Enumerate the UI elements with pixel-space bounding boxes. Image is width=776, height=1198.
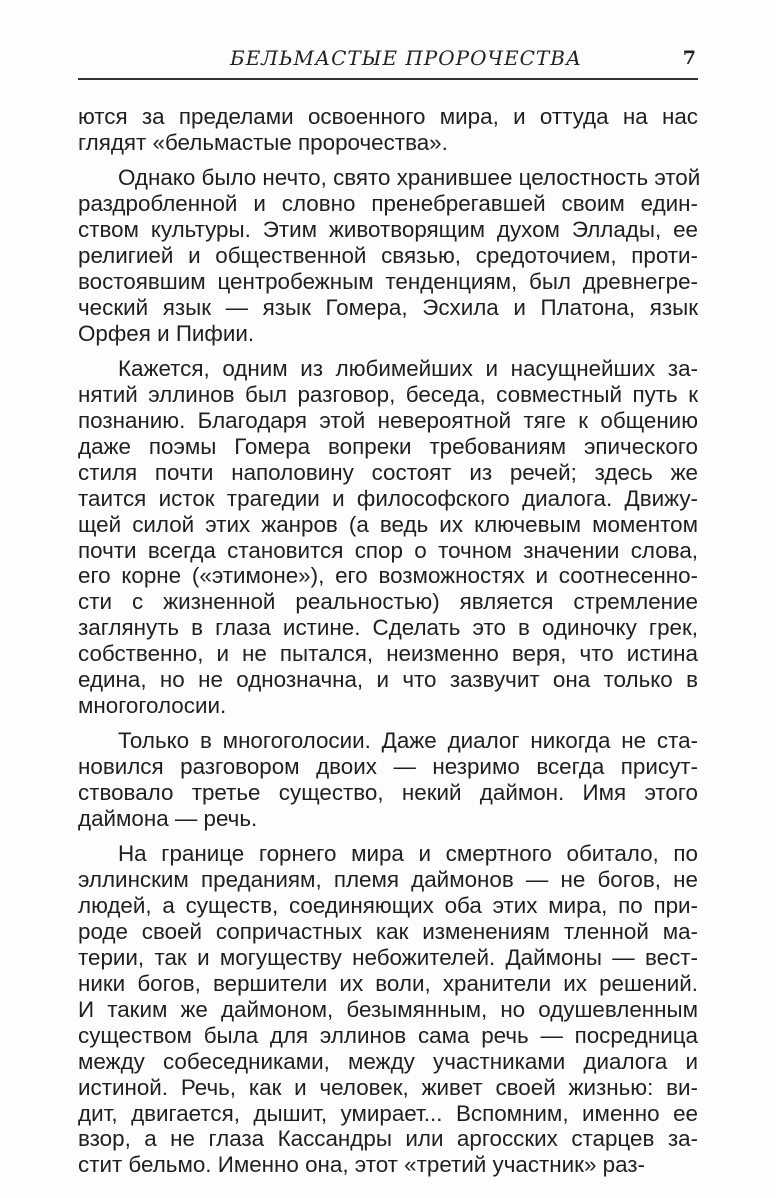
paragraph [78,356,698,719]
text-line: ются за пределами освоенного мира, и оттуда на нас [78,104,698,129]
text-line: эллинским преданиям, племя даймонов — не богов, не [78,867,698,893]
text-line: едина, но не однозначна, и что зазвучит она только в [78,667,698,693]
text-line: ческий язык — язык Гомера, Эсхила и Платона, язык [78,294,698,320]
text-line: почти всегда становится спор о точном значении слова, [78,537,698,563]
text-line: ствовало третье существо, некий даймон. Имя этого [78,780,698,806]
text-line: нятий эллинов был разговор, беседа, совместный путь к [78,382,698,408]
text-line: собственно, и не пытался, неизменно веря, что истина [78,641,698,667]
text-line: глядят «бельмастые пророчества». [78,129,448,155]
text-line: ством культуры. Этим животворящим духом Эллады, ее [78,217,698,243]
text-line: Только в многоголосии. Даже диалог никогда не ста- [118,728,698,754]
text-line: ники богов, вершители их воли, хранители их решений. [78,971,698,996]
text-line: востоявшим центробежным тенденциям, был древнегре- [78,268,698,294]
text-line: На границе горнего мира и смертного обитало, по [118,841,698,867]
text-line: его корне («этимоне»), его возможностях и соотнесенно- [78,563,698,589]
text-line: Однако было нечто, свято хранившее целостность этой [118,165,701,191]
text-line: стит бельмо. Именно она, этот «третий участник» раз- [78,1152,646,1178]
text-line: религией и общественной связью, средоточием, проти- [78,243,698,269]
text-line: даже поэмы Гомера вопреки требованиям эпического [78,433,698,459]
text-line: даймона — речь. [78,806,258,832]
text-line: щей силой этих жанров (а ведь их ключевым моментом [78,511,698,537]
paragraph [78,165,701,346]
running-title: БЕЛЬМАСТЫЕ ПРОРОЧЕСТВА [230,46,583,70]
running-header [78,44,698,74]
text-line: новился разговором двоих — незримо всегда присут- [78,754,698,780]
text-line: многоголосии. [78,692,227,718]
text-line: существом была для эллинов сама речь — посредница [78,1022,698,1048]
text-line: И таким же даймоном, безымянным, но одушевленным [78,996,698,1022]
text-line: таится исток трагедии и философского диалога. Движу- [78,485,698,511]
text-line: между собеседниками, между участниками диалога и [78,1048,698,1074]
text-line: людей, а существ, соединяющих оба этих мира, по при- [78,893,698,919]
text-line: сти с жизненной реальностью) является стремление [78,589,698,615]
text-line: терии, так и могуществу небожителей. Даймоны — вест- [78,945,698,971]
body-text [78,104,701,1188]
paragraph [78,728,698,832]
paragraph [78,104,698,156]
text-line: взор, а не глаза Кассандры или аргосских старцев за- [78,1126,698,1152]
text-line: Кажется, одним из любимейших и насущнейших за- [118,356,698,382]
text-line: Орфея и Пифии. [78,320,255,346]
header-rule [78,78,698,80]
text-line: познанию. Благодаря этой невероятной тяге к общению [78,407,698,433]
text-line: дит, двигается, дышит, умирает... Вспомним, именно ее [78,1100,698,1126]
text-line: раздробленной и словно пренебрегавшей своим един- [78,191,698,217]
text-line: заглянуть в глаза истине. Сделать это в одиночку грек, [78,615,698,641]
page-number: 7 [682,47,696,69]
text-line: роде своей сопричастных как изменениям тленной ма- [78,919,698,945]
text-line: истиной. Речь, как и человек, живет своей жизнью: ви- [78,1074,698,1100]
paragraph [78,841,698,1178]
text-line: стиля почти наполовину состоят из речей; здесь же [78,459,698,485]
